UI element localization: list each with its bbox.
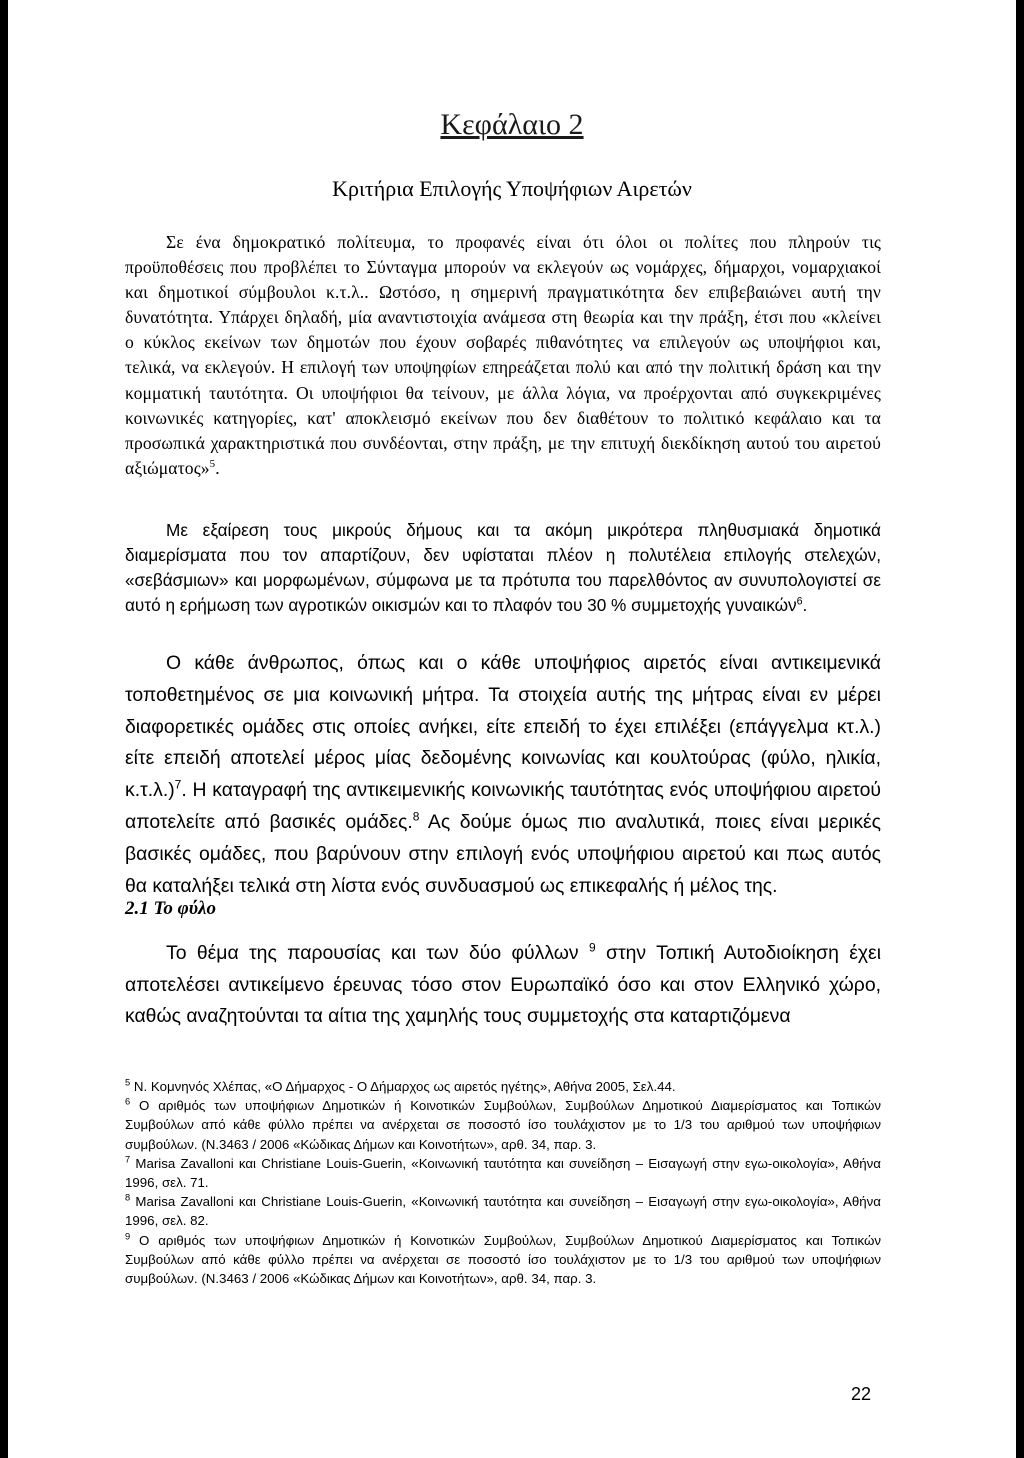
page-number: 22 [851,1384,872,1404]
paragraph-4 [125,938,881,1033]
footnote-number: 8 [125,1192,131,1203]
paragraph-2-end: . [802,595,808,615]
footnote-ref-8: 8 [412,809,420,824]
paragraph-1-text: Σε ένα δημοκρατικό πολίτευμα, το προφανές είναι ότι όλοι οι πολίτες που πληρούν τις προϋποθέσεις που προβλέπει το Σύνταγμα μπορούν να εκλεγούν ως νομάρχες, δήμαρχοι, νομαρχιακοί και δημοτικοί σύμβουλοι κ.τ.λ.. Ωστόσο, η σημερινή πραγματικότητα δεν επιβεβαιώνει αυτή την δυνατότητα. Υπάρχει δηλαδή, μία αναντιστοιχία ανάμεσα στη θεωρία και την πράξη, έτσι που «κλείνει ο κύκλος εκείνων των δημοτών που έχουν σοβαρές πιθανότητες να επιλεγούν ως υποψήφιοι και, τελικά, να εκλεγούν. Η επιλογή των υποψηφίων επηρεάζεται πολύ και από την πολιτική δράση και την κομματική ταυτότητα. Οι υποψήφιοι θα τείνουν, με άλλα λόγια, να προέρχονται από συγκεκριμένες κοινωνικές κατηγορίες, κατ' αποκλεισμό εκείνων που δεν διαθέτουν το πολιτικό κεφάλαιο και τα προσωπικά χαρακτηριστικά που συνδέονται, στην πράξη, με την επιτυχή διεκδίκηση αυτού του αιρετού αξιώματος» [125,232,881,478]
footnote [125,1096,881,1154]
paragraph-3-text-end: Ας δούμε όμως πιο αναλυτικά, ποιες είναι μερικές βασικές ομάδες, που βαρύνουν στην επιλογή ενός υποψήφιου αιρετού και πως αυτός θα καταλήξει τελικά στη λίστα ενός συνδυασμού ως επικεφαλής ή μέλος της. [125,810,881,897]
paragraph-3-text-after: . Η καταγραφή της αντικειμενικής κοινωνικής ταυτότητας ενός υποψήφιου αιρετού αποτελείτε από βασικές ομάδες. [125,779,881,833]
document-page [8,0,1016,1458]
footnote-ref-5: 5 [209,457,216,470]
paragraph-3-text: Ο κάθε άνθρωπος, όπως και ο κάθε υποψήφιος αιρετός είναι αντικειμενικά τοποθετημένος σε μια κοινωνική μήτρα. Τα στοιχεία αυτής της μήτρας είναι εν μέρει διαφορετικές ομάδες στις οποίες ανήκει, είτε επειδή το έχει επιλέξει (επάγγελμα κτ.λ.) είτε επειδή αποτελεί μέρος μίας δεδομένης κοινωνίας και κουλτούρας (φύλο, ηλικία, κ.τ.λ.) [125,652,881,802]
chapter-subtitle: Κριτήρια Επιλογής Υποψήφιων Αιρετών [332,176,692,201]
paragraph-2-text: Με εξαίρεση τους μικρούς δήμους και τα ακόμη μικρότερα πληθυσμιακά δημοτικά διαμερίσματα που τον απαρτίζουν, δεν υφίσταται πλέον η πολυτέλεια επιλογής στελεχών, «σεβάσμιων» και μορφωμένων, σύμφωνα με τα πρότυπα του παρελθόντος αν συνυπολογιστεί σε αυτό η ερήμωση των αγροτικών οικισμών και το πλαφόν του 30 % συμμετοχής γυναικών [125,520,881,615]
paragraph-1 [125,230,881,481]
footnote-number: 9 [125,1231,131,1242]
paragraph-4-text-start: Το θέμα της παρουσίας και των δύο φύλλων [166,942,589,964]
footnotes [125,1077,881,1288]
footnote-text: Ο αριθμός των υποψήφιων Δημοτικών ή Κοινοτικών Συμβούλων, Συμβούλων Δημοτικού Διαμερίσματος και Τοπικών Συμβούλων από κάθε φύλλο πρέπει να ανέρχεται σε ποσοστό ίσο τουλάχιστον με το 1/3 του αριθμού των υποψήφιων συμβούλων. (Ν.3463 / 2006 «Κώδικας Δήμων και Κοινοτήτων», αρθ. 34, παρ. 3. [125,1098,881,1152]
footnote [125,1192,881,1230]
footnote-ref-7: 7 [174,777,182,792]
footnote-text: Marisa Zavalloni και Christiane Louis-Guerin, «Κοινωνική ταυτότητα και συνείδηση – Εισαγωγή στην εγω-οικολογία», Αθήνα 1996, σελ. 82. [125,1194,881,1229]
footnote [125,1077,881,1096]
footnote-ref-6: 6 [796,595,803,608]
footnote-ref-9: 9 [588,940,596,955]
paragraph-1-end: . [215,457,220,478]
paragraph-4-text-end: στην Τοπική Αυτοδιοίκηση έχει αποτελέσει αντικείμενο έρευνας τόσο στον Ευρωπαϊκό όσο και στον Ελληνικό χώρο, καθώς αναζητούνται τα αίτια της χαμηλής τους συμμετοχής στα καταρτιζόμενα [125,942,881,1028]
footnote-text: Ο αριθμός των υποψήφιων Δημοτικών ή Κοινοτικών Συμβούλων, Συμβούλων Δημοτικού Διαμερίσματος και Τοπικών Συμβούλων από κάθε φύλλο πρέπει να ανέρχεται σε ποσοστό ίσο τουλάχιστον με το 1/3 του αριθμού των υποψήφιων συμβούλων. (Ν.3463 / 2006 «Κώδικας Δήμων και Κοινοτήτων», αρθ. 34, παρ. 3. [125,1232,881,1287]
section-heading [125,898,216,920]
footnote-text: Marisa Zavalloni και Christiane Louis-Guerin, «Κοινωνική ταυτότητα και συνείδηση – Εισαγωγή στην εγω-οικολογία», Αθήνα 1996, σελ. 71. [125,1155,881,1191]
footnote [125,1231,881,1289]
footnote-text: Ν. Κομνηνός Χλέπας, «Ο Δήμαρχος - Ο Δήμαρχος ως αιρετός ηγέτης», Αθήνα 2005, Σελ.44. [133,1079,676,1094]
section-title: Το φύλο [153,898,216,919]
footnote-number: 7 [125,1154,131,1165]
chapter-title: Κεφάλαιο 2 [440,108,584,141]
section-number: 2.1 [125,898,149,919]
footnote-number: 5 [125,1077,131,1088]
footnote-number: 6 [125,1096,131,1107]
paragraph-2 [125,518,881,618]
footnote [125,1154,881,1192]
paragraph-3 [125,648,881,902]
